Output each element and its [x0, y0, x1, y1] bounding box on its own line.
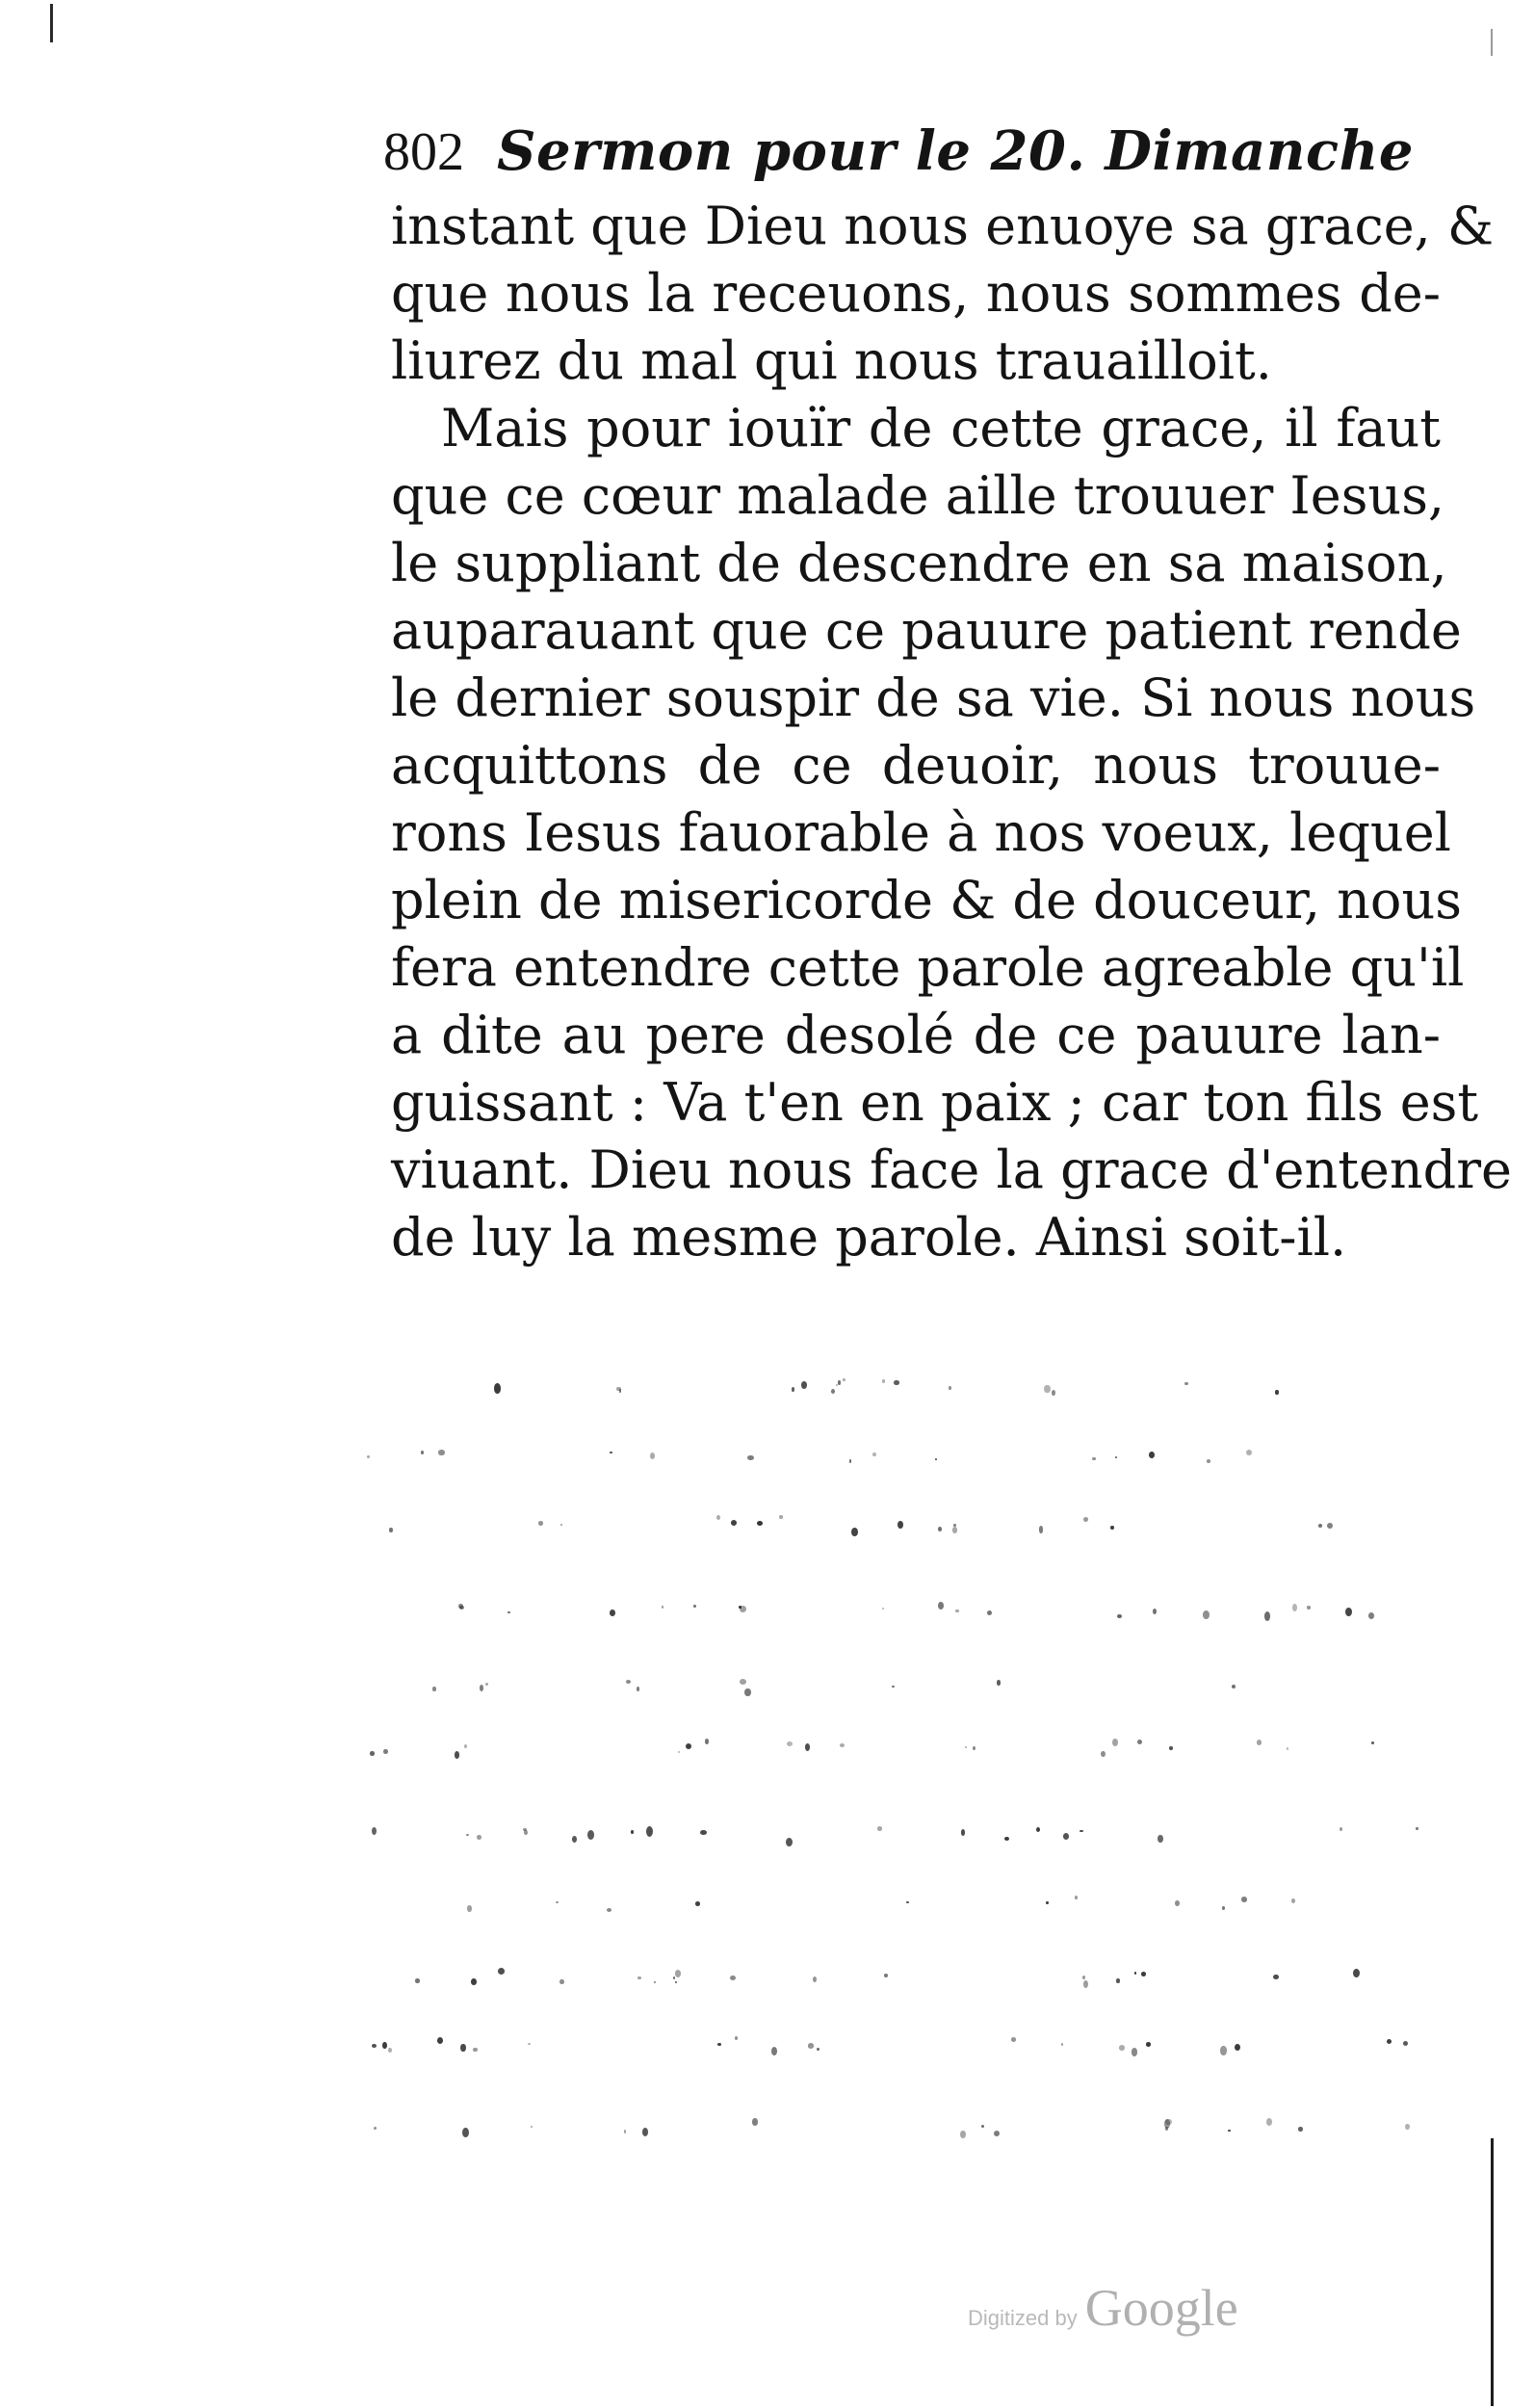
speckle — [1275, 1390, 1278, 1395]
speckle — [730, 1976, 736, 1980]
speckle — [415, 1978, 419, 1983]
speckle — [383, 1749, 387, 1754]
speckle — [650, 1453, 656, 1459]
speckle — [372, 1827, 377, 1836]
speckle — [1039, 1526, 1044, 1533]
speckle — [843, 1378, 846, 1381]
speckle — [624, 2130, 626, 2133]
speckle — [877, 1826, 882, 1831]
speckle — [1241, 1897, 1248, 1902]
speckle — [1257, 1740, 1262, 1745]
speckle — [1036, 1827, 1040, 1832]
speckle — [952, 1527, 958, 1533]
speckle — [1340, 1827, 1342, 1832]
text-line: le dernier souspir de sa vie. Si nous nous — [391, 667, 1476, 728]
speckle — [695, 1901, 700, 1906]
speckle — [528, 2043, 530, 2045]
digitization-watermark — [968, 2278, 1238, 2338]
speckle — [1416, 1827, 1418, 1830]
speckle — [894, 1380, 898, 1385]
speckle — [1287, 1747, 1288, 1750]
speckle — [935, 1458, 937, 1460]
speckle — [367, 1455, 370, 1457]
speckle — [524, 1830, 528, 1835]
speckle — [938, 1602, 944, 1610]
speckle — [654, 1981, 656, 1983]
speckle — [787, 1741, 793, 1746]
speckle — [507, 1611, 509, 1613]
speckle — [1110, 1526, 1114, 1531]
speckle — [372, 2044, 377, 2049]
speckle — [717, 2043, 721, 2047]
speckle — [642, 2128, 648, 2136]
speckle — [1175, 1900, 1180, 1906]
speckle — [498, 1968, 505, 1974]
speckle — [987, 1610, 992, 1615]
speckle — [1082, 1976, 1085, 1979]
speckle — [981, 2125, 984, 2128]
speckle — [1149, 1452, 1155, 1458]
speckle — [637, 1976, 640, 1980]
speckle — [1115, 1456, 1117, 1458]
speckle — [731, 1520, 737, 1526]
speckle — [693, 1605, 696, 1608]
running-title: Sermon pour le 20. Dimanche — [497, 119, 1414, 183]
text-line: a dite au pere desolé de ce pauure lan- — [391, 1005, 1441, 1065]
speckle — [1371, 1741, 1374, 1744]
speckle — [705, 1739, 709, 1744]
speckle — [466, 1834, 468, 1836]
speckle — [1119, 2045, 1126, 2051]
speckle — [961, 1829, 966, 1836]
speckle — [997, 1680, 1000, 1685]
speckle — [1298, 2127, 1303, 2132]
body-text — [391, 193, 1513, 1271]
text-line: de luy la mesme parole. Ainsi soit-il. — [391, 1207, 1347, 1268]
speckle — [1132, 2048, 1137, 2056]
speckle — [1083, 1517, 1088, 1522]
text-line: auparauant que ce pauure patient rende — [391, 600, 1462, 661]
speckle — [1184, 1382, 1188, 1385]
speckle — [637, 1687, 639, 1691]
speckle — [1112, 1739, 1118, 1747]
speckle — [1092, 1457, 1095, 1460]
speckle — [1273, 1975, 1278, 1979]
speckle — [735, 2036, 738, 2040]
speckle — [455, 1751, 460, 1759]
speckle — [716, 1515, 720, 1520]
speckle — [572, 1836, 577, 1843]
speckle — [494, 1383, 501, 1394]
text-line: que nous la receuons, nous sommes de- — [391, 263, 1441, 324]
speckle — [389, 1528, 394, 1532]
speckle — [1246, 1450, 1252, 1455]
speckle — [965, 1746, 967, 1748]
speckle — [938, 1527, 942, 1531]
speckle — [838, 1380, 841, 1385]
speckle — [740, 1679, 746, 1685]
speckle — [686, 1743, 692, 1750]
speckle — [388, 2048, 392, 2053]
speckle — [955, 1610, 959, 1613]
speckle — [464, 1744, 467, 1748]
speckle — [626, 1680, 632, 1684]
speckle — [1235, 2044, 1240, 2051]
speckle — [1011, 2037, 1016, 2041]
speckle — [949, 1386, 951, 1389]
speckle — [851, 1528, 858, 1536]
speckle — [370, 1751, 375, 1756]
speckle — [610, 1452, 611, 1454]
speckle — [786, 1838, 793, 1846]
speckle — [646, 1826, 653, 1837]
speckle — [437, 2037, 443, 2044]
speckle — [1222, 1906, 1225, 1910]
speckle — [1387, 2039, 1392, 2044]
speckle — [673, 1976, 675, 1979]
speckle — [960, 2131, 966, 2139]
text-line: rons Iesus fauorable à nos voeux, lequel — [391, 802, 1451, 863]
speckle — [480, 1685, 483, 1690]
text-line: guissant : Va t'en en paix ; car ton fils est — [391, 1072, 1479, 1133]
text-line: plein de misericorde & de douceur, nous — [391, 870, 1462, 930]
speckle — [898, 1521, 903, 1529]
speckle — [1117, 1614, 1122, 1618]
speckle — [1101, 1751, 1106, 1758]
speckle — [892, 1686, 894, 1688]
speckle — [1327, 1523, 1333, 1529]
speckle — [1141, 1972, 1146, 1976]
speckle — [538, 1521, 543, 1525]
speckle — [884, 1974, 888, 1977]
text-line: Mais pour iouïr de cette grace, il faut — [441, 398, 1441, 458]
speckle — [1318, 1524, 1322, 1528]
speckle — [1307, 1606, 1311, 1610]
speckle — [460, 2044, 465, 2052]
speckle — [813, 1976, 817, 1982]
print-bleed-speckles — [366, 1368, 1444, 2177]
text-line: fera entendre cette parole agreable qu'il — [391, 937, 1465, 998]
speckle — [1264, 1611, 1270, 1621]
speckle — [817, 2048, 820, 2051]
speckle — [587, 1830, 594, 1840]
page-number: 802 — [383, 122, 464, 182]
speckle — [462, 2128, 469, 2137]
speckle — [631, 1830, 635, 1834]
speckle — [1405, 2124, 1409, 2131]
speckle — [1146, 2042, 1151, 2047]
speckle — [1063, 1833, 1069, 1840]
speckle — [1266, 2118, 1273, 2127]
speckle — [801, 1381, 807, 1389]
speckle — [700, 1830, 707, 1835]
speckle — [675, 1981, 677, 1983]
speckle — [771, 2047, 777, 2055]
speckle — [752, 2118, 758, 2126]
speckle — [421, 1451, 424, 1453]
speckle — [1353, 1969, 1360, 1977]
speckle — [1080, 1830, 1082, 1833]
speckle — [559, 1979, 563, 1984]
speckle — [662, 1606, 663, 1609]
page-edge-line — [1491, 2138, 1494, 2406]
speckle — [1153, 1609, 1157, 1614]
speckle — [849, 1459, 851, 1463]
watermark-brand: Google — [1084, 2279, 1238, 2337]
speckle — [1403, 2041, 1408, 2046]
speckle — [744, 1688, 750, 1697]
speckle — [1061, 2043, 1064, 2046]
speckle — [459, 1606, 464, 1610]
speckle — [1232, 1685, 1236, 1688]
speckle — [1137, 1740, 1142, 1744]
speckle — [779, 1515, 783, 1519]
speckle — [1368, 1612, 1375, 1619]
margin-mark — [50, 4, 53, 42]
speckle — [1052, 1390, 1055, 1395]
speckle — [747, 1455, 754, 1460]
text-line: instant que Dieu nous enuoye sa grace, & — [391, 196, 1495, 256]
speckle — [1158, 1835, 1163, 1843]
speckle — [473, 2048, 478, 2053]
speckle — [610, 1610, 615, 1616]
speckle — [973, 1746, 976, 1750]
text-line: viuant. Dieu nous face la grace d'entendre — [391, 1139, 1513, 1200]
speckle — [1345, 1608, 1352, 1616]
speckle — [374, 2127, 377, 2130]
speckle — [1004, 1837, 1009, 1841]
speckle — [1075, 1896, 1078, 1899]
speckle — [994, 2131, 1000, 2136]
speckle — [1292, 1604, 1297, 1611]
speckle — [1203, 1610, 1210, 1619]
speckle — [607, 1908, 611, 1912]
speckle — [1116, 1978, 1119, 1983]
speckle — [471, 1978, 477, 1985]
edge-tick — [1491, 29, 1493, 56]
speckle — [432, 1687, 436, 1691]
speckle — [792, 1387, 794, 1391]
speckle — [831, 1389, 835, 1394]
speckle — [382, 2042, 387, 2049]
speckle — [467, 1905, 472, 1911]
speckle — [805, 1743, 810, 1751]
text-line: liurez du mal qui nous trauailloit. — [391, 330, 1272, 391]
speckle — [1134, 1972, 1137, 1975]
speckle — [678, 1751, 680, 1753]
speckle — [840, 1743, 845, 1747]
text-line: acquittons de ce deuoir, nous trouue- — [391, 735, 1441, 796]
speckle — [808, 2043, 815, 2049]
speckle — [556, 1901, 559, 1903]
speckle — [1207, 1459, 1210, 1463]
speckle — [485, 1683, 488, 1686]
speckle — [1220, 2046, 1226, 2055]
speckle — [906, 1901, 909, 1904]
speckle — [1228, 2130, 1230, 2133]
speckle — [1164, 2119, 1170, 2129]
text-line: que ce cœur malade aille trouuer Iesus, — [391, 465, 1445, 526]
speckle — [531, 2126, 533, 2129]
text-line: le suppliant de descendre en sa maison, — [391, 533, 1447, 593]
speckle — [1169, 1746, 1173, 1750]
speckle — [872, 1453, 876, 1456]
speckle — [1291, 1898, 1295, 1903]
speckle — [1083, 1980, 1088, 1988]
speckle — [882, 1608, 884, 1610]
speckle — [882, 1379, 885, 1382]
speckle — [675, 1970, 681, 1977]
speckle — [560, 1524, 562, 1526]
speckle — [523, 1828, 526, 1831]
speckle — [757, 1521, 763, 1526]
speckle — [1044, 1385, 1050, 1394]
speckle — [1046, 1901, 1049, 1904]
watermark-prefix: Digitized by — [968, 2306, 1078, 2330]
page-header — [383, 108, 1414, 195]
speckle — [477, 1835, 481, 1840]
speckle — [438, 1450, 444, 1455]
